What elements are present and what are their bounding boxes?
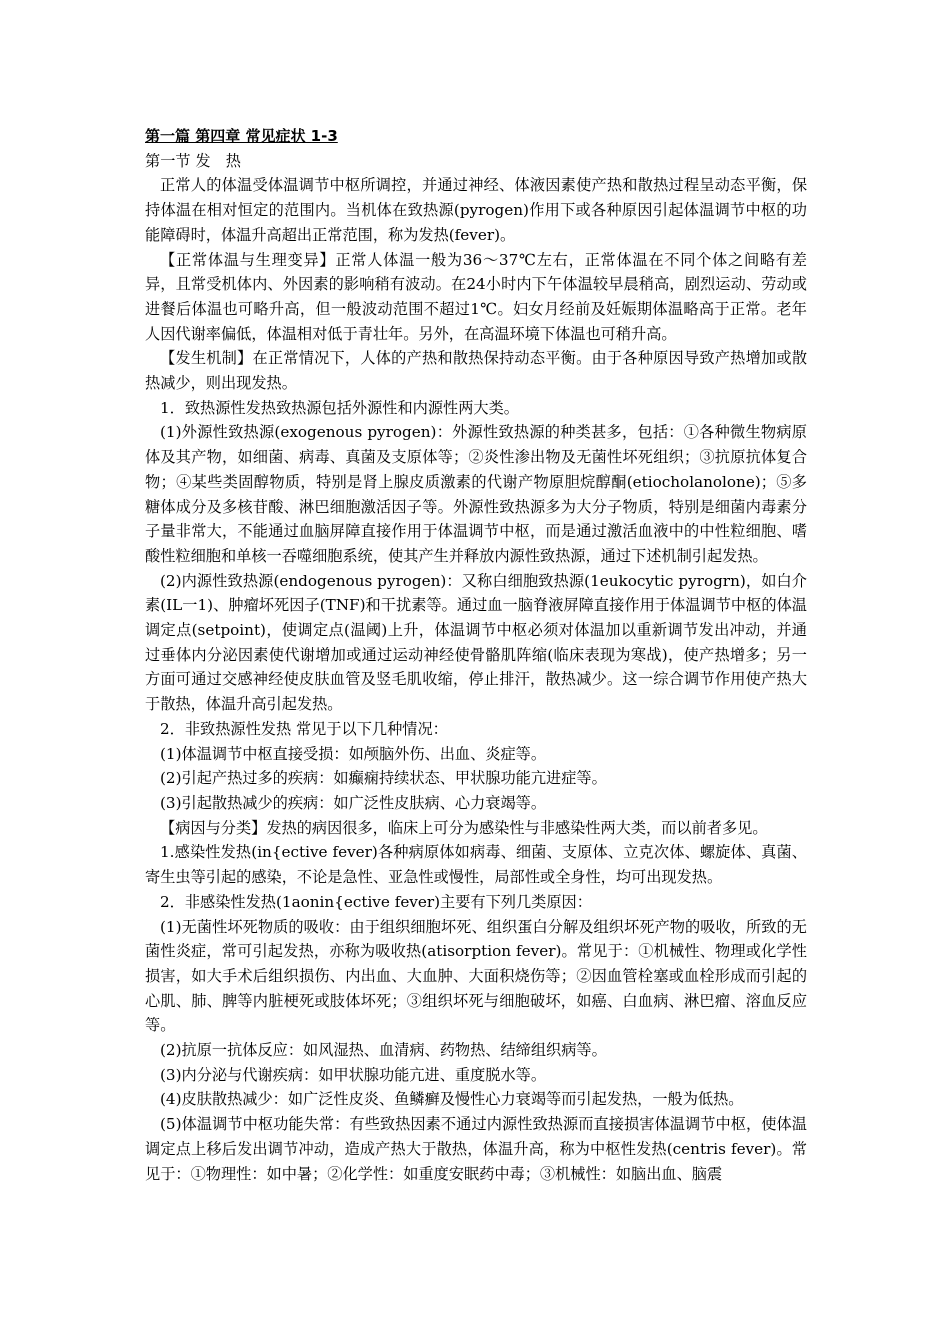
document-title: 第一篇 第四章 常见症状 1-3: [145, 127, 338, 145]
paragraph: (1)体温调节中枢直接受损：如颅脑外伤、出血、炎症等。: [160, 744, 547, 763]
paragraph: 2．非感染性发热(1aonin{ective fever)主要有下列几类原因：: [160, 892, 592, 911]
paragraph: (2)抗原一抗体反应：如风湿热、血清病、药物热、结缔组织病等。: [160, 1041, 607, 1060]
paragraph: (3)内分泌与代谢疾病：如甲状腺功能亢进、重度脱水等。: [160, 1065, 547, 1084]
section-heading: 第一节 发 热: [145, 151, 241, 170]
paragraph: (5)体温调节中枢功能失常：有些致热因素不通过内源性致热源而直接损害体温调节中枢，使体温调定点上移后发出调节冲动，造成产热大于散热，体温升高，称为中枢性发热(centris fever)。常见于：①物理性：如中暑；②化学性：如重度安眠药中毒；③机械性：如脑出血、脑震: [145, 1115, 807, 1183]
paragraph: 【正常体温与生理变异】正常人体温一般为36～37℃左右，正常体温在不同个体之间略有差异，且常受机体内、外因素的影响稍有波动。在24小时内下午体温较早晨稍高，剧烈运动、劳动或进餐后体温也可略升高，但一般波动范围不超过1℃。妇女月经前及妊娠期体温略高于正常。老年人因代谢率偏低，体温相对低于青壮年。另外，在高温环境下体温也可稍升高。: [145, 250, 807, 343]
paragraph: 正常人的体温受体温调节中枢所调控，并通过神经、体液因素使产热和散热过程呈动态平衡，保持体温在相对恒定的范围内。当机体在致热源(pyrogen)作用下或各种原因引起体温调节中枢的功能障碍时，体温升高超出正常范围，称为发热(fever)。: [145, 176, 807, 244]
paragraph: (2)内源性致热源(endogenous pyrogen)：又称白细胞致热源(1eukocytic pyrogrn)，如白介素(IL一1)、肿瘤坏死因子(TNF)和干扰素等。通过血一脑脊液屏障直接作用于体温调节中枢的体温调定点(setpoint)，使调定点(温阈)上升，体温调节中枢必须对体温加以重新调节发出冲动，并通过垂体内分泌因素使代谢增加或通过运动神经使骨骼肌阵缩(临床表现为寒战)，使产热增多；另一方面可通过交感神经使皮肤血管及竖毛肌收缩，停止排汗，散热减少。这一综合调节作用使产热大于散热，体温升高引起发热。: [145, 571, 807, 714]
paragraph: 1．致热源性发热致热源包括外源性和内源性两大类。: [160, 398, 519, 417]
paragraph: (1)外源性致热源(exogenous pyrogen)：外源性致热源的种类甚多，包括：①各种微生物病原体及其产物，如细菌、病毒、真菌及支原体等；②炎性渗出物及无菌性坏死组织；③抗原抗体复合物；④某些类固醇物质，特别是肾上腺皮质激素的代谢产物原胆烷醇酮(etiocholanolone)；⑤多糖体成分及多核苷酸、淋巴细胞激活因子等。外源性致热源多为大分子物质，特别是细菌内毒素分子量非常大，不能通过血脑屏障直接作用于体温调节中枢，而是通过激活血液中的中性粒细胞、嗜酸性粒细胞和单核一吞噬细胞系统，使其产生并释放内源性致热源，通过下述机制引起发热。: [145, 423, 807, 565]
paragraph: (2)引起产热过多的疾病：如癫痫持续状态、甲状腺功能亢进症等。: [160, 769, 607, 788]
paragraph: (3)引起散热减少的疾病：如广泛性皮肤病、心力衰竭等。: [160, 793, 547, 812]
paragraph: 【发生机制】在正常情况下，人体的产热和散热保持动态平衡。由于各种原因导致产热增加或散热减少，则出现发热。: [145, 349, 807, 393]
paragraph: (4)皮肤散热减少：如广泛性皮炎、鱼鳞癣及慢性心力衰竭等而引起发热，一般为低热。: [160, 1090, 744, 1109]
paragraph: 1.感染性发热(in{ective fever)各种病原体如病毒、细菌、支原体、立克次体、螺旋体、真菌、寄生虫等引起的感染，不论是急性、亚急性或慢性，局部性或全身性，均可出现发热。: [145, 843, 807, 887]
paragraph: (1)无菌性坏死物质的吸收：由于组织细胞坏死、组织蛋白分解及组织坏死产物的吸收，所致的无菌性炎症，常可引起发热，亦称为吸收热(atisorption fever)。常见于：①机械性、物理或化学性损害，如大手术后组织损伤、内出血、大血肿、大面积烧伤等；②因血管栓塞或血栓形成而引起的心肌、肺、脾等内脏梗死或肢体坏死；③组织坏死与细胞破坏，如癌、白血病、淋巴瘤、溶血反应等。: [145, 917, 807, 1035]
paragraph: 【病因与分类】发热的病因很多，临床上可分为感染性与非感染性两大类，而以前者多见。: [160, 818, 768, 837]
paragraph: 2．非致热源性发热 常见于以下几种情况：: [160, 719, 448, 738]
document-page: [145, 124, 807, 1186]
